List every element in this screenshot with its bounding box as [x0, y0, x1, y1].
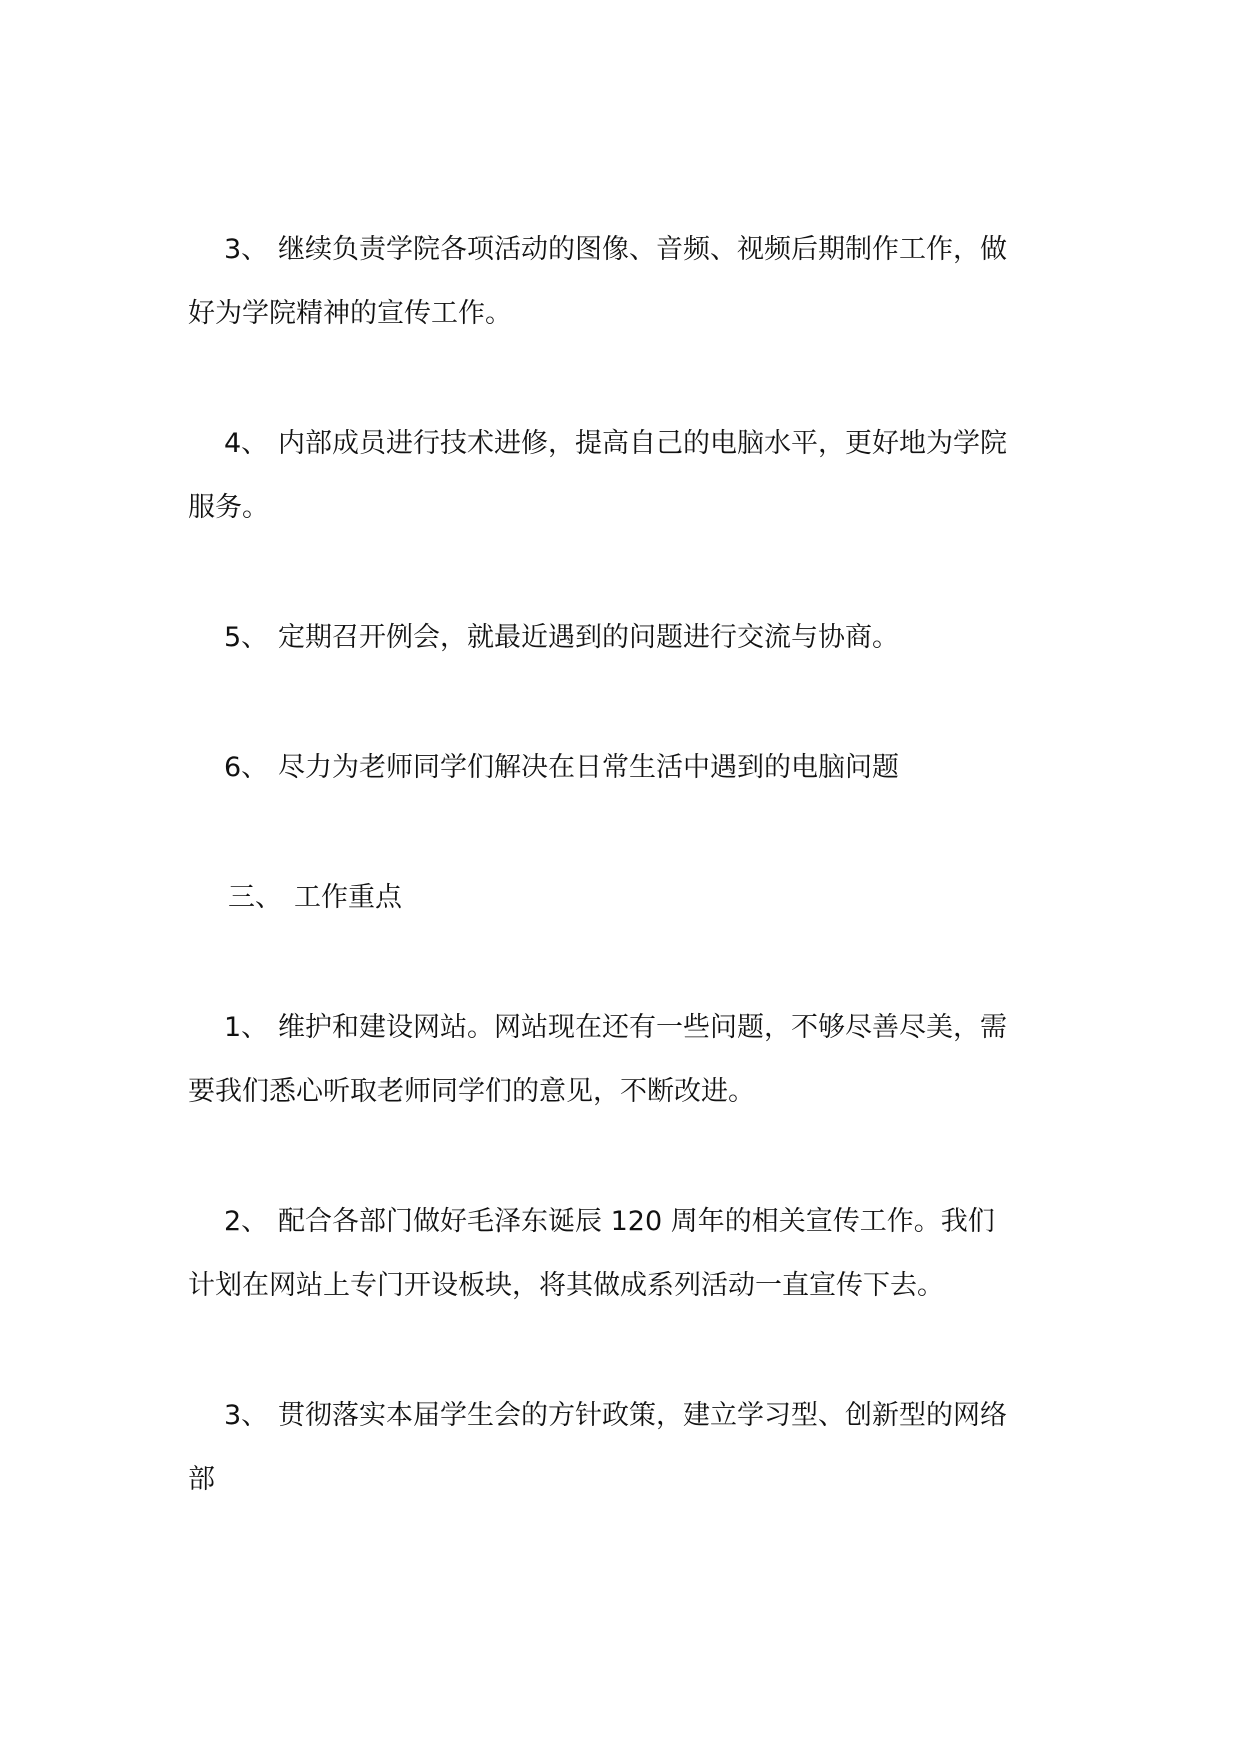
- item-marker: 3、: [224, 234, 269, 265]
- item-marker: 3、: [224, 1400, 269, 1431]
- paragraph-text: 贯彻落实本届学生会的方针政策，建立学习型、创新型的网络: [278, 1400, 1007, 1431]
- item-marker: 6、: [224, 752, 269, 783]
- paragraph-text-continued: 计划在网站上专门开设板块，将其做成系列活动一直宣传下去。: [188, 1270, 944, 1301]
- paragraph-item-3b: [188, 1384, 1068, 1512]
- section-marker: 三、: [228, 882, 282, 913]
- paragraph-text-continued: 服务。: [188, 492, 269, 523]
- paragraph-item-3: [188, 218, 1068, 346]
- paragraph-text: 定期召开例会，就最近遇到的问题进行交流与协商。: [278, 622, 899, 653]
- section-heading: [188, 866, 1068, 930]
- paragraph-text-continued: 好为学院精神的宣传工作。: [188, 298, 512, 329]
- paragraph-item-4: [188, 412, 1068, 540]
- paragraph-item-2: [188, 1190, 1068, 1318]
- paragraph-item-1: [188, 996, 1068, 1124]
- paragraph-item-5: [188, 606, 1068, 670]
- section-title: 工作重点: [294, 882, 402, 913]
- paragraph-text: 继续负责学院各项活动的图像、音频、视频后期制作工作，做: [278, 234, 1007, 265]
- paragraph-text: 配合各部门做好毛泽东诞辰 120 周年的相关宣传工作。我们: [278, 1206, 995, 1237]
- paragraph-text: 内部成员进行技术进修，提高自己的电脑水平，更好地为学院: [278, 428, 1007, 459]
- paragraph-text: 维护和建设网站。网站现在还有一些问题，不够尽善尽美，需: [278, 1012, 1007, 1043]
- paragraph-item-6: [188, 736, 1068, 800]
- item-marker: 2、: [224, 1206, 269, 1237]
- item-marker: 5、: [224, 622, 269, 653]
- paragraph-text-continued: 部: [188, 1464, 215, 1495]
- paragraph-text-continued: 要我们悉心听取老师同学们的意见，不断改进。: [188, 1076, 755, 1107]
- paragraph-text: 尽力为老师同学们解决在日常生活中遇到的电脑问题: [278, 752, 899, 783]
- item-marker: 1、: [224, 1012, 269, 1043]
- item-marker: 4、: [224, 428, 269, 459]
